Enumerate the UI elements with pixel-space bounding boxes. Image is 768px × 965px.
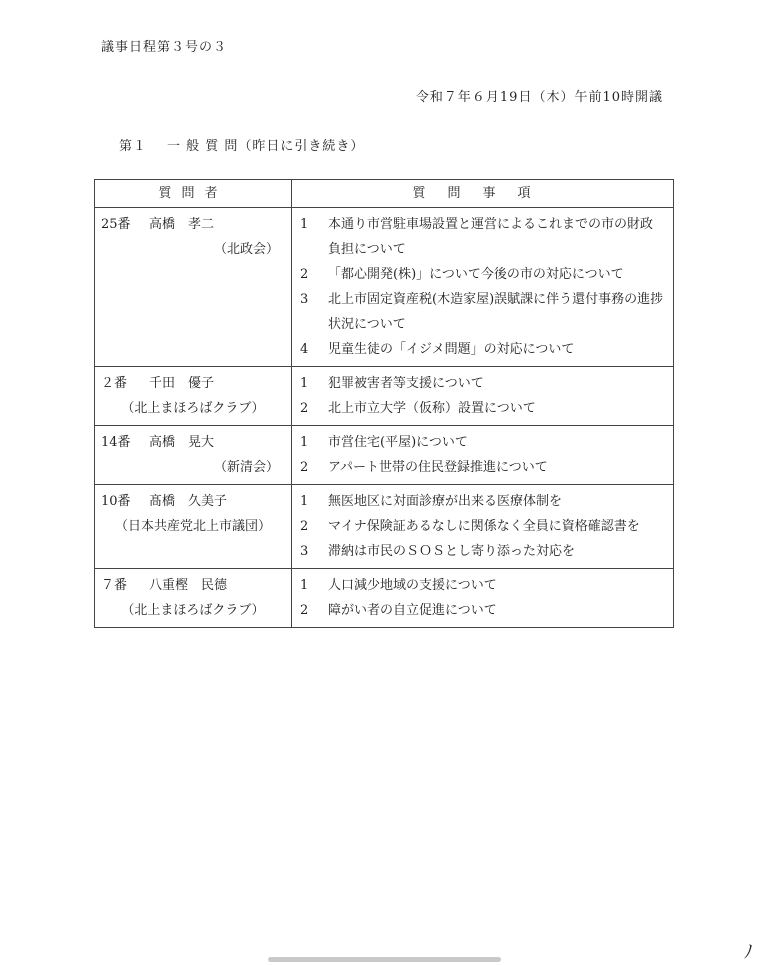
seat-number: ２番 xyxy=(101,376,128,391)
topic-number: 1 xyxy=(300,376,309,391)
topic-item xyxy=(300,371,665,396)
topic-number: 2 xyxy=(300,603,309,618)
topics-cell xyxy=(292,208,674,367)
topic-item xyxy=(300,337,665,362)
agenda-title-text: 一 般 質 問（昨日に引き続き） xyxy=(167,139,365,154)
table-row xyxy=(95,485,674,569)
topic-text: 市営住宅(平屋)について xyxy=(328,435,468,450)
asker-cell xyxy=(95,569,292,628)
topics-cell xyxy=(292,485,674,569)
topic-item xyxy=(300,598,665,623)
topic-text: 児童生徒の「イジメ問題」の対応について xyxy=(328,342,575,357)
topic-item xyxy=(300,539,665,564)
topic-item xyxy=(300,287,665,337)
topic-text: マイナ保険証あるなしに関係なく全員に資格確認書を xyxy=(328,519,640,534)
topic-text: 無医地区に対面診療が出来る医療体制を xyxy=(328,494,563,509)
agenda-title xyxy=(119,135,364,154)
seat-number: 10番 xyxy=(101,494,131,509)
topic-item xyxy=(300,212,665,262)
party-name: （北上まほろばクラブ） xyxy=(121,603,265,618)
topic-text: 人口減少地域の支援について xyxy=(328,578,497,593)
meeting-date: 令和７年６月19日（木）午前10時開議 xyxy=(415,90,663,105)
topic-number: 2 xyxy=(300,519,309,534)
table-row xyxy=(95,208,674,367)
topic-item xyxy=(300,262,665,287)
topic-number: 3 xyxy=(300,544,309,559)
table-header-row xyxy=(95,180,674,208)
party-name: （日本共産党北上市議団） xyxy=(114,519,271,534)
topic-item xyxy=(300,396,665,421)
party-name: （新清会） xyxy=(213,460,279,475)
topic-number: 1 xyxy=(300,217,309,232)
seat-number: 14番 xyxy=(101,435,131,450)
asker-name-line xyxy=(101,430,285,455)
topic-text: アパート世帯の住民登録推進について xyxy=(328,460,548,475)
party-name: （北政会） xyxy=(213,242,279,257)
topic-number: 2 xyxy=(300,401,309,416)
topic-item xyxy=(300,455,665,480)
topic-number: 3 xyxy=(300,292,309,307)
asker-cell xyxy=(95,485,292,569)
topic-number: 2 xyxy=(300,460,309,475)
agenda-number: 第１ xyxy=(119,139,148,154)
topics-cell xyxy=(292,367,674,426)
asker-cell xyxy=(95,208,292,367)
asker-cell xyxy=(95,426,292,485)
header-asker: 質問者 xyxy=(95,180,292,208)
header-topics: 質問事項 xyxy=(292,180,674,208)
member-name: 高橋 孝二 xyxy=(149,217,215,232)
topic-item xyxy=(300,573,665,598)
asker-cell xyxy=(95,367,292,426)
corner-mark: ﾉ xyxy=(744,942,753,963)
table-body xyxy=(95,208,674,628)
topic-text: 犯罪被害者等支援について xyxy=(328,376,484,391)
topic-text: 本通り市営駐車場設置と運営によるこれまでの市の財政負担について xyxy=(328,217,654,257)
asker-name-line xyxy=(101,371,285,396)
asker-name-line xyxy=(101,573,285,598)
topic-text: 北上市立大学（仮称）設置について xyxy=(328,401,536,416)
topic-number: 2 xyxy=(300,267,309,282)
topic-text: 滞納は市民のＳＯＳとし寄り添った対応を xyxy=(328,544,576,559)
member-name: 高橋 晃大 xyxy=(149,435,215,450)
topics-cell xyxy=(292,426,674,485)
member-name: 八重樫 民德 xyxy=(149,578,228,593)
member-name: 千田 優子 xyxy=(149,376,215,391)
topic-number: 1 xyxy=(300,578,309,593)
asker-name-line xyxy=(101,489,285,514)
member-name: 髙橋 久美子 xyxy=(149,494,228,509)
table-row xyxy=(95,367,674,426)
table-row xyxy=(95,426,674,485)
seat-number: ７番 xyxy=(101,578,128,593)
asker-name-line xyxy=(101,212,285,237)
topic-text: 障がい者の自立促進について xyxy=(328,603,497,618)
topic-number: 1 xyxy=(300,494,309,509)
party-name: （北上まほろばクラブ） xyxy=(121,401,265,416)
topics-cell xyxy=(292,569,674,628)
seat-number: 25番 xyxy=(101,217,131,232)
topic-number: 4 xyxy=(300,342,309,357)
topic-text: 「都心開発(株)」について今後の市の対応について xyxy=(328,267,624,282)
topic-text: 北上市固定資産税(木造家屋)誤賦課に伴う還付事務の進捗状況について xyxy=(328,292,664,332)
topic-number: 1 xyxy=(300,435,309,450)
topic-item xyxy=(300,514,665,539)
topic-item xyxy=(300,430,665,455)
home-indicator[interactable] xyxy=(268,957,501,962)
table-row xyxy=(95,569,674,628)
topic-item xyxy=(300,489,665,514)
document-code: 議事日程第３号の３ xyxy=(101,40,228,55)
questions-table xyxy=(94,179,674,628)
